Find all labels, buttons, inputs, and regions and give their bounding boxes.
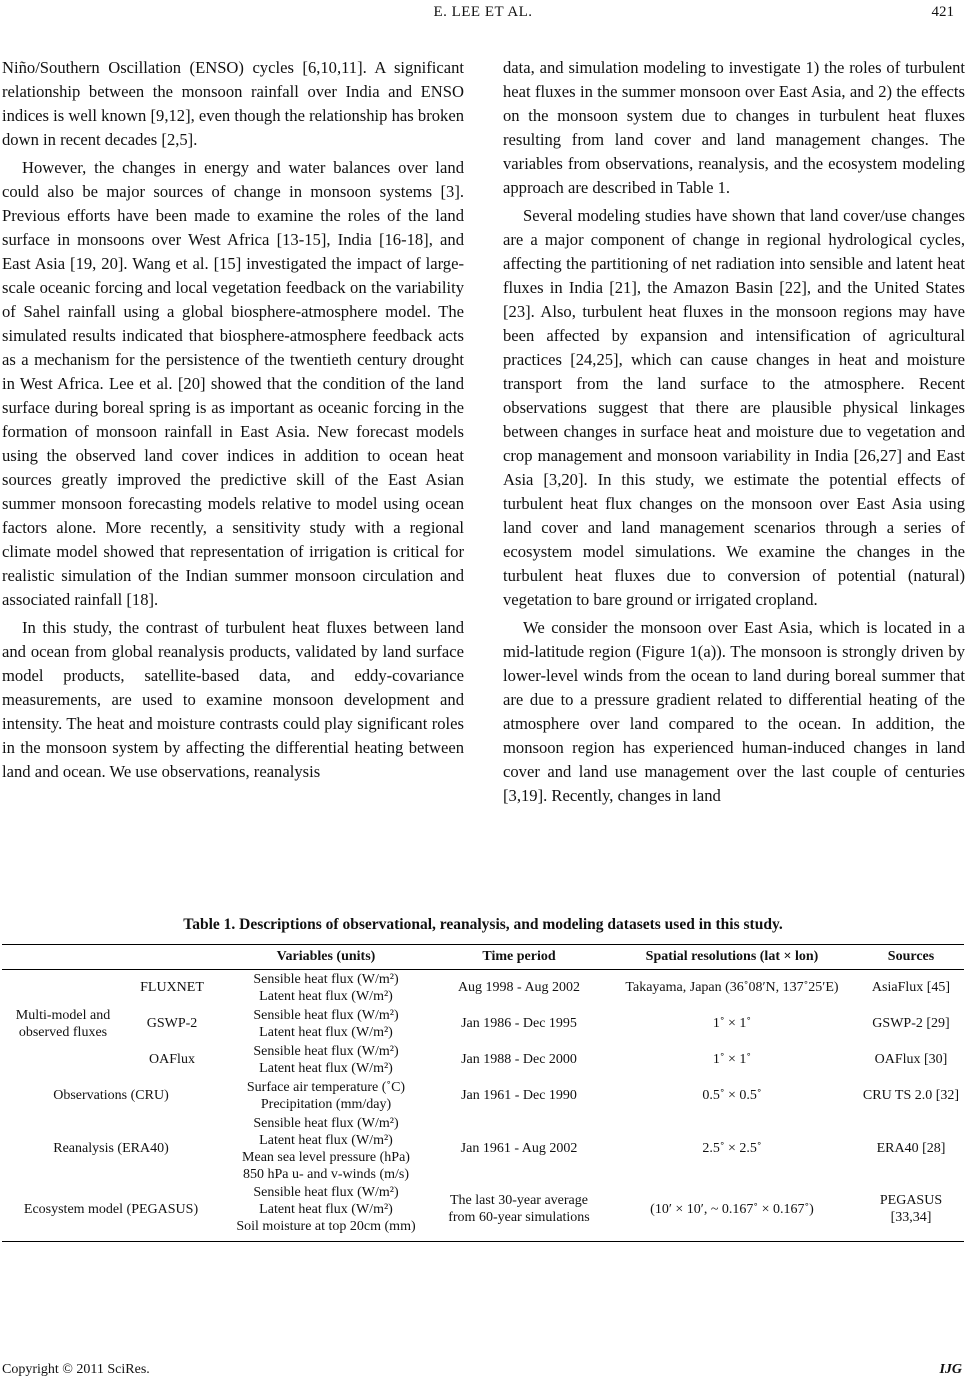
resolution-cell: 1˚ × 1˚ <box>712 1052 752 1067</box>
table-header-cell: Variables (units) <box>220 945 432 970</box>
dataset-cell: GSWP-2 <box>146 1016 198 1031</box>
source-cell: GSWP-2 [29] <box>872 1016 950 1031</box>
datasets-table <box>2 944 964 1242</box>
journal-abbreviation: IJG <box>939 1362 962 1377</box>
paragraph: Several modeling studies have shown that land cover/use changes are a major component of change in regional hydrological cycles, affecting the partitioning of net radiation into sensible and latent heat fluxes in India [21], the Amazon Basin [22], and the United States [23]. Also, turbulent heat fluxes in the monsoon regions may have been affected by expansion and intensification of agricultural practices [24,25], which can cause changes in heat and moisture transport from the land surface to the atmosphere. Recent observations suggest that there are plausible physical linkages between changes in surface heat and moisture due to vegetation and crop management and monsoon variability in India [26,27] and East Asia [3,20]. In this study, we estimate the potential effects of turbulent heat flux changes on the monsoon over East Asia using land cover and land management scenarios through a series of ecosystem model simulations. We examine the changes in the turbulent heat fluxes due to conversion of potential (natural) vegetation to bare ground or irrigated cropland. <box>503 206 965 609</box>
table-caption: Table 1. Descriptions of observational, reanalysis, and modeling datasets used in this study. <box>183 916 783 933</box>
table-row <box>2 1184 964 1242</box>
variables-cell: Sensible heat flux (W/m²) Latent heat flux (W/m²) Mean sea level pressure (hPa) 850 hPa u- and v-winds (m/s) <box>242 1115 410 1182</box>
period-cell: Jan 1988 - Dec 2000 <box>461 1052 577 1067</box>
table-row <box>2 1114 964 1184</box>
resolution-cell: (10′ × 10′, ~ 0.167˚ × 0.167˚) <box>606 1184 858 1242</box>
period-cell: The last 30-year average from 60-year simulations <box>432 1184 606 1242</box>
variables-cell: Surface air temperature (˚C) Precipitation (mm/day) <box>246 1079 406 1112</box>
paragraph: In this study, the contrast of turbulent heat fluxes between land and ocean from global reanalysis products, validated by land surface model products, satellite-based data, and eddy-covariance measurements, are used to examine monsoon development and intensity. The heat and moisture contrasts could play significant roles in the monsoon system by affecting the differential heating between land and ocean. We use observations, reanalysis <box>2 618 464 781</box>
variables-cell: Sensible heat flux (W/m²) Latent heat flux (W/m²) <box>253 1007 399 1040</box>
page-number: 421 <box>931 4 954 20</box>
source-cell: CRU TS 2.0 [32] <box>862 1088 960 1103</box>
table-row <box>2 1042 964 1078</box>
source-cell: AsiaFlux [45] <box>871 980 951 996</box>
dataset-cell: FLUXNET <box>140 980 204 996</box>
period-cell: Jan 1961 - Aug 2002 <box>460 1141 578 1156</box>
copyright-notice: Copyright © 2011 SciRes. <box>2 1362 150 1377</box>
resolution-cell: 1˚ × 1˚ <box>712 1016 752 1031</box>
period-cell: Jan 1961 - Dec 1990 <box>461 1088 577 1103</box>
dataset-cell: Ecosystem model (PEGASUS) <box>2 1184 220 1242</box>
running-title: E. LEE ET AL. <box>433 4 533 20</box>
resolution-cell: 0.5˚ × 0.5˚ <box>702 1088 762 1103</box>
source-cell: ERA40 [28] <box>876 1141 946 1156</box>
dataset-cell: Reanalysis (ERA40) <box>53 1141 169 1156</box>
period-cell: Jan 1986 - Dec 1995 <box>461 1016 577 1031</box>
left-column <box>2 56 464 784</box>
group-label-cell: Multi-model and observed fluxes <box>15 1007 111 1040</box>
resolution-cell: 2.5˚ × 2.5˚ <box>702 1141 762 1156</box>
table-row <box>2 970 964 1006</box>
paragraph: data, and simulation modeling to investigate 1) the roles of turbulent heat fluxes in the summer monsoon over East Asia, and 2) the effects on the monsoon system due to changes in turbulent heat fluxes resulting from land cover and land management changes. The variables from observations, reanalysis, and the ecosystem modeling approach are described in Table 1. <box>503 58 965 197</box>
source-cell: PEGASUS [33,34] <box>858 1184 964 1242</box>
dataset-cell: Observations (CRU) <box>53 1088 169 1103</box>
table-row <box>2 1006 964 1042</box>
table-header-row <box>2 945 964 970</box>
variables-cell: Sensible heat flux (W/m²) Latent heat flux (W/m²) Soil moisture at top 20cm (mm) <box>220 1184 432 1242</box>
paragraph: Niño/Southern Oscillation (ENSO) cycles [6,10,11]. A significant relationship between the monsoon rainfall over India and ENSO indices is well known [9,12], even though the relationship has broken down in recent decades [2,5]. <box>2 58 464 149</box>
page-footer <box>0 1358 966 1380</box>
source-cell: OAFlux [30] <box>874 1052 948 1067</box>
resolution-cell: Takayama, Japan (36˚08′N, 137˚25′E) <box>625 980 839 996</box>
period-cell: Aug 1998 - Aug 2002 <box>457 980 581 996</box>
table-header-cell: Spatial resolutions (lat × lon) <box>606 945 858 970</box>
table-header-cell: Time period <box>432 945 606 970</box>
table-header-cell <box>2 945 124 970</box>
table-header-cell <box>124 945 220 970</box>
table-row <box>2 1078 964 1114</box>
paragraph: However, the changes in energy and water balances over land could also be major sources of change in monsoon systems [3]. Previous efforts have been made to examine the roles of the land surface in monsoons over West Africa [13-15], India [16-18], and East Asia [19, 20]. Wang et al. [15] investigated the impact of large-scale oceanic forcing and local vegetation feedback on the variability of Sahel rainfall using a global biosphere-atmosphere model. The simulated results indicated that biosphere-atmosphere feedback acts as a mechanism for the persistence of the twentieth century drought in West Africa. Lee et al. [20] showed that the condition of the land surface during boreal spring is as important as oceanic forcing in the formation of monsoon rainfall in East Asia. New forecast models using the observed land cover indices in addition to ocean heat sources greatly improved the predictive skill of the East Asian summer monsoon forecasting models relative to model using ocean factors alone. More recently, a sensitivity study with a regional climate model showed that representation of irrigation is critical for realistic simulation of the Indian summer monsoon circulation and associated rainfall [18]. <box>2 158 464 609</box>
right-column <box>503 56 965 808</box>
dataset-cell: OAFlux <box>149 1052 195 1067</box>
table-header-cell: Sources <box>858 945 964 970</box>
variables-cell: Sensible heat flux (W/m²) Latent heat flux (W/m²) <box>253 971 399 1004</box>
paragraph: We consider the monsoon over East Asia, which is located in a mid-latitude region (Figure 1(a)). The monsoon is strongly driven by lower-level winds from the ocean to land during boreal summer that are due to a pressure gradient related to differential heating of the atmosphere over land compared to the ocean. In addition, the monsoon region has experienced human-induced changes in land cover and land use management over the last couple of centuries [3,19]. Recently, changes in land <box>503 618 965 805</box>
running-header <box>0 0 966 26</box>
variables-cell: Sensible heat flux (W/m²) Latent heat flux (W/m²) <box>253 1043 399 1076</box>
